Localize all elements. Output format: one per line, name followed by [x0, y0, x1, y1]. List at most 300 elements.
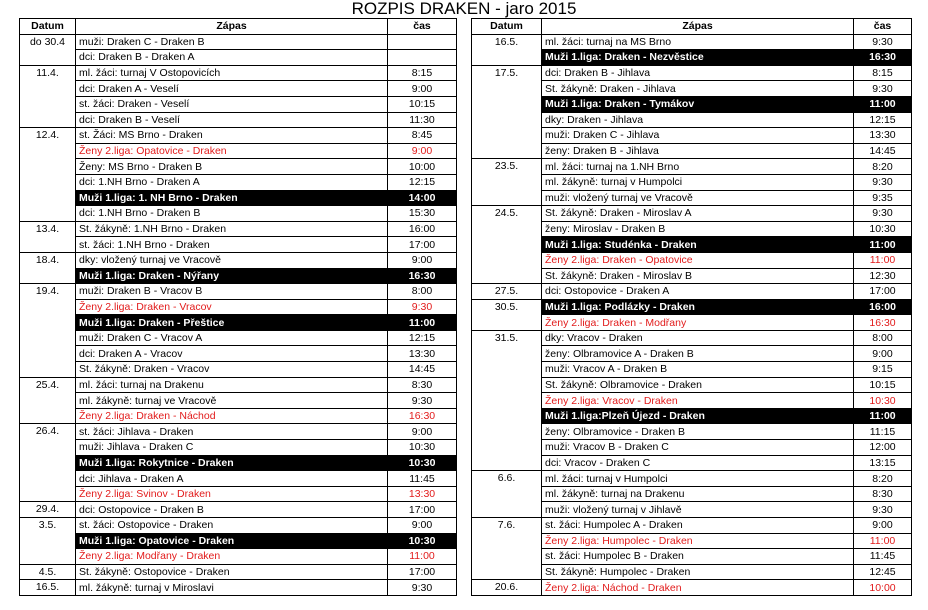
match-cell: ml. žáci: turnaj V Ostopovicích: [76, 65, 388, 81]
table-row: [472, 284, 912, 300]
time-cell: 11:00: [854, 408, 912, 424]
match-cell: ženy: Draken B - Jihlava: [542, 143, 854, 159]
date-cell: [472, 268, 542, 284]
match-cell: st. žáci: Draken - Veselí: [76, 96, 388, 112]
match-cell: St. žákyně: Draken - Jihlava: [542, 81, 854, 97]
time-cell: 9:15: [854, 362, 912, 378]
match-cell: St. žákyně: Ostopovice - Draken: [76, 564, 388, 580]
time-cell: 9:00: [388, 424, 457, 440]
date-cell: [472, 346, 542, 362]
match-cell: st. žáci: Humpolec B - Draken: [542, 549, 854, 565]
date-cell: [20, 299, 76, 315]
table-row: [20, 377, 457, 393]
table-row: [20, 471, 457, 487]
time-cell: 8:00: [854, 330, 912, 346]
table-row: [20, 128, 457, 144]
match-cell: dci: Draken B - Draken A: [76, 50, 388, 66]
time-cell: 9:30: [388, 393, 457, 409]
header-cas: čas: [854, 19, 912, 35]
table-row: [472, 112, 912, 128]
table-row: [472, 502, 912, 518]
time-cell: 11:30: [388, 112, 457, 128]
match-cell: St. žákyně: Humpolec - Draken: [542, 564, 854, 580]
time-cell: 10:15: [388, 96, 457, 112]
table-row: [472, 455, 912, 471]
table-row: [472, 206, 912, 222]
match-cell: St. žákyně: 1.NH Brno - Draken: [76, 221, 388, 237]
table-header-row: [20, 19, 457, 35]
date-cell: [472, 128, 542, 144]
date-cell: [20, 549, 76, 565]
match-cell: Ženy: MS Brno - Draken B: [76, 159, 388, 175]
table-row: [20, 252, 457, 268]
time-cell: 9:00: [388, 143, 457, 159]
match-cell: Ženy 2.liga: Draken - Náchod: [76, 408, 388, 424]
time-cell: 9:00: [854, 346, 912, 362]
time-cell: 17:00: [388, 564, 457, 580]
time-cell: 12:30: [854, 268, 912, 284]
table-row: [20, 221, 457, 237]
table-row: [472, 533, 912, 549]
table-row: [472, 252, 912, 268]
date-cell: [472, 502, 542, 518]
time-cell: 10:30: [388, 455, 457, 471]
time-cell: 11:00: [854, 533, 912, 549]
match-cell: Ženy 2.liga: Modřany - Draken: [76, 549, 388, 565]
date-cell: 20.6.: [472, 580, 542, 596]
time-cell: 10:15: [854, 377, 912, 393]
date-cell: 30.5.: [472, 299, 542, 315]
match-cell: ml. žáci: turnaj na 1.NH Brno: [542, 159, 854, 175]
date-cell: [472, 393, 542, 409]
time-cell: 16:30: [388, 268, 457, 284]
date-cell: 27.5.: [472, 284, 542, 300]
date-cell: [20, 143, 76, 159]
match-cell: st. Žáci: MS Brno - Draken: [76, 128, 388, 144]
time-cell: 13:30: [854, 128, 912, 144]
match-cell: Ženy 2.liga: Svinov - Draken: [76, 486, 388, 502]
table-row: [20, 549, 457, 565]
time-cell: 13:15: [854, 455, 912, 471]
table-row: [20, 362, 457, 378]
match-cell: dci: 1.NH Brno - Draken B: [76, 206, 388, 222]
date-cell: 13.4.: [20, 221, 76, 237]
table-row: [472, 237, 912, 253]
table-row: [472, 408, 912, 424]
match-cell: St. žákyně: Draken - Miroslav A: [542, 206, 854, 222]
date-cell: 3.5.: [20, 518, 76, 534]
time-cell: 10:30: [388, 440, 457, 456]
table-row: [472, 65, 912, 81]
date-cell: [472, 81, 542, 97]
table-row: [20, 564, 457, 580]
table-row: [20, 330, 457, 346]
match-cell: muži: vložený turnaj ve Vracově: [542, 190, 854, 206]
date-cell: 23.5.: [472, 159, 542, 175]
match-cell: Muži 1.liga: Rokytnice - Draken: [76, 455, 388, 471]
match-cell: Muži 1.liga:Plzeň Újezd - Draken: [542, 408, 854, 424]
time-cell: 11:00: [854, 237, 912, 253]
date-cell: [472, 377, 542, 393]
time-cell: 9:30: [854, 206, 912, 222]
match-cell: Ženy 2.liga: Draken - Opatovice: [542, 252, 854, 268]
time-cell: 16:00: [388, 221, 457, 237]
time-cell: 16:30: [854, 50, 912, 66]
time-cell: 9:00: [388, 518, 457, 534]
match-cell: Muži 1.liga: 1. NH Brno - Draken: [76, 190, 388, 206]
date-cell: [472, 533, 542, 549]
table-row: [20, 455, 457, 471]
match-cell: dci: Jihlava - Draken A: [76, 471, 388, 487]
time-cell: 8:30: [854, 486, 912, 502]
match-cell: muži: Draken C - Draken B: [76, 34, 388, 50]
match-cell: St. žákyně: Draken - Vracov: [76, 362, 388, 378]
table-row: [20, 34, 457, 50]
date-cell: 7.6.: [472, 518, 542, 534]
table-row: [472, 471, 912, 487]
match-cell: muži: Draken C - Jihlava: [542, 128, 854, 144]
match-cell: Muži 1.liga: Draken - Tymákov: [542, 96, 854, 112]
date-cell: [472, 112, 542, 128]
date-cell: [20, 393, 76, 409]
time-cell: 8:20: [854, 471, 912, 487]
date-cell: 17.5.: [472, 65, 542, 81]
date-cell: [472, 486, 542, 502]
time-cell: 9:30: [388, 580, 457, 596]
date-cell: [20, 237, 76, 253]
match-cell: muži: Draken B - Vracov B: [76, 284, 388, 300]
date-cell: [472, 190, 542, 206]
table-row: [20, 190, 457, 206]
match-cell: ml. žákyně: turnaj ve Vracově: [76, 393, 388, 409]
match-cell: st. žáci: Humpolec A - Draken: [542, 518, 854, 534]
time-cell: 8:20: [854, 159, 912, 175]
date-cell: [20, 471, 76, 487]
match-cell: muži: vložený turnaj v Jihlavě: [542, 502, 854, 518]
table-row: [20, 299, 457, 315]
match-cell: ml. žákyně: turnaj v Miroslavi: [76, 580, 388, 596]
date-cell: 16.5.: [20, 580, 76, 596]
date-cell: [20, 362, 76, 378]
table-row: [472, 299, 912, 315]
date-cell: 29.4.: [20, 502, 76, 518]
match-cell: ml. žákyně: turnaj v Humpolci: [542, 174, 854, 190]
header-cas: čas: [388, 19, 457, 35]
date-cell: [20, 174, 76, 190]
time-cell: 11:00: [388, 315, 457, 331]
time-cell: [388, 34, 457, 50]
time-cell: 11:00: [388, 549, 457, 565]
match-cell: Ženy 2.liga: Vracov - Draken: [542, 393, 854, 409]
match-cell: ml. žáci: turnaj v Humpolci: [542, 471, 854, 487]
table-row: [472, 315, 912, 331]
header-datum: Datum: [472, 19, 542, 35]
match-cell: St. žákyně: Olbramovice - Draken: [542, 377, 854, 393]
date-cell: 11.4.: [20, 65, 76, 81]
table-row: [20, 518, 457, 534]
header-zapas: Zápas: [542, 19, 854, 35]
table-row: [20, 81, 457, 97]
date-cell: [472, 455, 542, 471]
date-cell: [472, 237, 542, 253]
table-row: [20, 346, 457, 362]
table-row: [20, 143, 457, 159]
time-cell: 10:30: [854, 393, 912, 409]
date-cell: [20, 346, 76, 362]
table-row: [20, 393, 457, 409]
time-cell: 9:30: [854, 502, 912, 518]
time-cell: 12:45: [854, 564, 912, 580]
time-cell: 14:00: [388, 190, 457, 206]
time-cell: 11:45: [854, 549, 912, 565]
date-cell: 16.5.: [472, 34, 542, 50]
time-cell: 11:00: [854, 252, 912, 268]
schedule-body-left: [20, 34, 457, 595]
header-zapas: Zápas: [76, 19, 388, 35]
match-cell: Ženy 2.liga: Draken - Modřany: [542, 315, 854, 331]
match-cell: ženy: Miroslav - Draken B: [542, 221, 854, 237]
match-cell: dci: Ostopovice - Draken B: [76, 502, 388, 518]
match-cell: Ženy 2.liga: Humpolec - Draken: [542, 533, 854, 549]
table-row: [472, 549, 912, 565]
time-cell: 8:15: [854, 65, 912, 81]
match-cell: Muži 1.liga: Opatovice - Draken: [76, 533, 388, 549]
time-cell: 11:45: [388, 471, 457, 487]
time-cell: 8:15: [388, 65, 457, 81]
table-row: [472, 518, 912, 534]
match-cell: Muži 1.liga: Studénka - Draken: [542, 237, 854, 253]
match-cell: dci: Draken B - Veselí: [76, 112, 388, 128]
table-row: [20, 237, 457, 253]
table-row: [472, 159, 912, 175]
match-cell: Muži 1.liga: Draken - Nezvěstice: [542, 50, 854, 66]
table-row: [20, 533, 457, 549]
time-cell: 9:00: [388, 81, 457, 97]
date-cell: [472, 362, 542, 378]
time-cell: 15:30: [388, 206, 457, 222]
match-cell: ženy: Olbramovice A - Draken B: [542, 346, 854, 362]
time-cell: 14:45: [388, 362, 457, 378]
match-cell: ml. žáci: turnaj na Drakenu: [76, 377, 388, 393]
table-row: [472, 564, 912, 580]
time-cell: 13:30: [388, 346, 457, 362]
time-cell: 9:30: [854, 174, 912, 190]
schedule-body-right: [472, 34, 912, 595]
date-cell: [472, 549, 542, 565]
time-cell: 9:00: [854, 518, 912, 534]
match-cell: muži: Vracov B - Draken C: [542, 440, 854, 456]
time-cell: 10:30: [854, 221, 912, 237]
time-cell: 17:00: [388, 237, 457, 253]
table-row: [472, 50, 912, 66]
table-row: [472, 393, 912, 409]
table-row: [20, 502, 457, 518]
date-cell: [20, 112, 76, 128]
time-cell: 10:00: [854, 580, 912, 596]
table-row: [472, 377, 912, 393]
date-cell: 31.5.: [472, 330, 542, 346]
time-cell: 12:15: [388, 330, 457, 346]
match-cell: muži: Draken C - Vracov A: [76, 330, 388, 346]
match-cell: st. žáci: Ostopovice - Draken: [76, 518, 388, 534]
table-row: [472, 221, 912, 237]
table-row: [20, 486, 457, 502]
match-cell: dci: Draken A - Vracov: [76, 346, 388, 362]
date-cell: [20, 455, 76, 471]
date-cell: [20, 50, 76, 66]
table-row: [20, 268, 457, 284]
time-cell: 9:35: [854, 190, 912, 206]
date-cell: [20, 81, 76, 97]
match-cell: ml. žákyně: turnaj na Drakenu: [542, 486, 854, 502]
table-header-row: [472, 19, 912, 35]
time-cell: 9:30: [854, 34, 912, 50]
table-row: [472, 143, 912, 159]
table-row: [472, 268, 912, 284]
time-cell: 8:00: [388, 284, 457, 300]
match-cell: st. žáci: Jihlava - Draken: [76, 424, 388, 440]
date-cell: 12.4.: [20, 128, 76, 144]
time-cell: 12:15: [854, 112, 912, 128]
table-row: [472, 330, 912, 346]
match-cell: muži: Vracov A - Draken B: [542, 362, 854, 378]
match-cell: dci: 1.NH Brno - Draken A: [76, 174, 388, 190]
date-cell: 26.4.: [20, 424, 76, 440]
schedule-table-right: [471, 18, 912, 596]
match-cell: muži: Jihlava - Draken C: [76, 440, 388, 456]
match-cell: dci: Draken B - Jihlava: [542, 65, 854, 81]
table-row: [472, 128, 912, 144]
time-cell: 13:30: [388, 486, 457, 502]
date-cell: [20, 533, 76, 549]
time-cell: 8:30: [388, 377, 457, 393]
page-title: ROZPIS DRAKEN - jaro 2015: [351, 0, 577, 18]
match-cell: ženy: Olbramovice - Draken B: [542, 424, 854, 440]
time-cell: 10:00: [388, 159, 457, 175]
date-cell: [20, 190, 76, 206]
header-datum: Datum: [20, 19, 76, 35]
table-row: [20, 112, 457, 128]
match-cell: ml. žáci: turnaj na MS Brno: [542, 34, 854, 50]
date-cell: do 30.4: [20, 34, 76, 50]
date-cell: [472, 564, 542, 580]
date-cell: [472, 252, 542, 268]
time-cell: 16:30: [854, 315, 912, 331]
time-cell: 17:00: [388, 502, 457, 518]
date-cell: 18.4.: [20, 252, 76, 268]
table-row: [472, 174, 912, 190]
time-cell: 9:30: [388, 299, 457, 315]
time-cell: 9:00: [388, 252, 457, 268]
schedule-table-left: [19, 18, 457, 596]
time-cell: [388, 50, 457, 66]
date-cell: [472, 440, 542, 456]
table-row: [472, 34, 912, 50]
time-cell: 10:30: [388, 533, 457, 549]
date-cell: [20, 268, 76, 284]
table-row: [20, 408, 457, 424]
match-cell: dky: Draken - Jihlava: [542, 112, 854, 128]
match-cell: dky: Vracov - Draken: [542, 330, 854, 346]
date-cell: [20, 315, 76, 331]
date-cell: [20, 408, 76, 424]
date-cell: [20, 330, 76, 346]
date-cell: [20, 206, 76, 222]
time-cell: 16:30: [388, 408, 457, 424]
match-cell: St. žákyně: Draken - Miroslav B: [542, 268, 854, 284]
table-row: [20, 580, 457, 596]
date-cell: [472, 221, 542, 237]
date-cell: 4.5.: [20, 564, 76, 580]
date-cell: 25.4.: [20, 377, 76, 393]
match-cell: dci: Draken A - Veselí: [76, 81, 388, 97]
date-cell: 24.5.: [472, 206, 542, 222]
match-cell: dci: Ostopovice - Draken A: [542, 284, 854, 300]
table-row: [20, 174, 457, 190]
date-cell: [20, 440, 76, 456]
table-row: [20, 50, 457, 66]
date-cell: [472, 408, 542, 424]
time-cell: 11:00: [854, 96, 912, 112]
match-cell: Muži 1.liga: Draken - Nýřany: [76, 268, 388, 284]
date-cell: 19.4.: [20, 284, 76, 300]
match-cell: dci: Vracov - Draken C: [542, 455, 854, 471]
time-cell: 17:00: [854, 284, 912, 300]
date-cell: [20, 96, 76, 112]
table-row: [20, 96, 457, 112]
date-cell: [20, 486, 76, 502]
match-cell: Ženy 2.liga: Opatovice - Draken: [76, 143, 388, 159]
match-cell: Ženy 2.liga: Náchod - Draken: [542, 580, 854, 596]
table-row: [472, 81, 912, 97]
match-cell: Muži 1.liga: Draken - Přeštice: [76, 315, 388, 331]
table-row: [472, 362, 912, 378]
table-row: [20, 65, 457, 81]
table-row: [472, 424, 912, 440]
match-cell: st. žáci: 1.NH Brno - Draken: [76, 237, 388, 253]
table-row: [20, 206, 457, 222]
table-row: [20, 159, 457, 175]
date-cell: 6.6.: [472, 471, 542, 487]
time-cell: 14:45: [854, 143, 912, 159]
date-cell: [472, 424, 542, 440]
date-cell: [20, 159, 76, 175]
time-cell: 16:00: [854, 299, 912, 315]
table-row: [472, 580, 912, 596]
date-cell: [472, 50, 542, 66]
date-cell: [472, 96, 542, 112]
time-cell: 11:15: [854, 424, 912, 440]
time-cell: 12:00: [854, 440, 912, 456]
table-row: [472, 96, 912, 112]
time-cell: 9:30: [854, 81, 912, 97]
match-cell: dky: vložený turnaj ve Vracově: [76, 252, 388, 268]
table-row: [20, 440, 457, 456]
time-cell: 12:15: [388, 174, 457, 190]
table-row: [472, 190, 912, 206]
time-cell: 8:45: [388, 128, 457, 144]
table-row: [472, 486, 912, 502]
match-cell: Ženy 2.liga: Draken - Vracov: [76, 299, 388, 315]
table-row: [472, 440, 912, 456]
match-cell: Muži 1.liga: Podlázky - Draken: [542, 299, 854, 315]
table-row: [20, 284, 457, 300]
table-row: [20, 315, 457, 331]
date-cell: [472, 315, 542, 331]
date-cell: [472, 174, 542, 190]
date-cell: [472, 143, 542, 159]
table-row: [20, 424, 457, 440]
